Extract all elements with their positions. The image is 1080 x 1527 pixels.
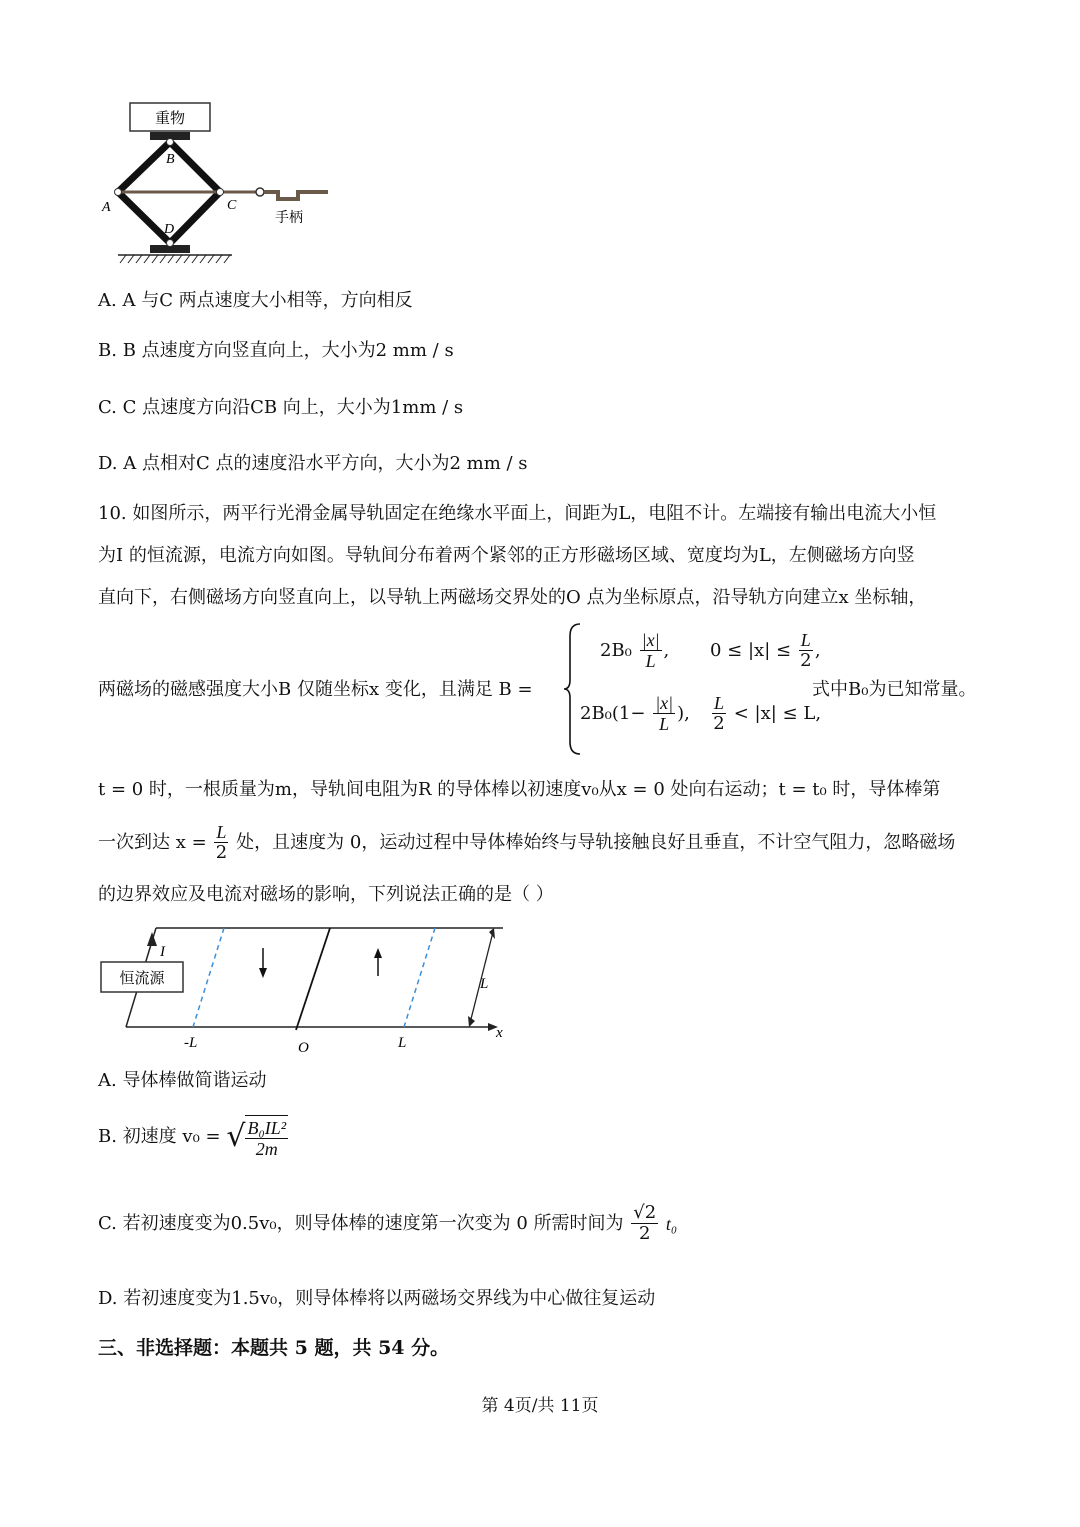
- option-suffix: t₀: [665, 1213, 678, 1234]
- option-letter: C.: [98, 397, 117, 418]
- conductor-rod: [296, 928, 330, 1030]
- point-a-label: A: [102, 200, 111, 215]
- fraction-denominator: L: [645, 651, 656, 671]
- case-2-close: ),: [677, 703, 690, 724]
- option-letter: D.: [98, 453, 118, 474]
- field-up-arrow: [374, 948, 382, 958]
- q10-line-1: 10. 如图所示，两平行光滑金属导轨固定在绝缘水平面上，间距为L，电阻不计。左端接有输出电流大小恒: [98, 503, 937, 524]
- case-1-coeff: 2B₀: [600, 640, 632, 661]
- option-text: A 点相对C 点的速度沿水平方向，大小为2 mm / s: [123, 453, 528, 474]
- option-letter: A.: [98, 290, 117, 311]
- option-letter: B.: [98, 340, 117, 361]
- option-prefix: 初速度 v₀ =: [122, 1126, 221, 1147]
- fraction-denominator: 2: [713, 713, 725, 734]
- q10-formula-prefix: 两磁场的磁感强度大小B 仅随坐标x 变化，且满足 B =: [98, 679, 533, 700]
- current-source-label: 恒流源: [119, 971, 165, 987]
- q9-option-b: [98, 338, 454, 364]
- boundary-pos-l: [404, 928, 435, 1027]
- line-6-suffix: 处，且速度为 0，运动过程中导体棒始终与导轨接触良好且垂直，不计空气阻力，忽略磁场: [236, 831, 956, 853]
- line-6-fraction: [214, 822, 228, 863]
- load-label: 重物: [154, 111, 186, 127]
- fraction-numerator: L: [714, 693, 725, 713]
- piecewise-brace: [562, 622, 584, 756]
- option-c-fraction: [631, 1203, 658, 1244]
- fraction-numerator: √2: [633, 1202, 657, 1223]
- line-6-prefix: 一次到达 x =: [98, 831, 207, 853]
- axis-label: x: [496, 1025, 503, 1041]
- case-2-cond-text: < |x| ≤ L,: [733, 703, 822, 724]
- case-1-condition: 0 ≤ |x| ≤ $\frac{L}{2}$ ,: [710, 630, 821, 671]
- current-label: I: [160, 944, 165, 960]
- q9-option-a: [98, 288, 413, 314]
- field-down-arrow: [259, 968, 267, 978]
- q10-line-2: 为I 的恒流源，电流方向如图。导轨间分布着两个紧邻的正方形磁场区域、宽度均为L，左侧磁场方向竖: [98, 545, 915, 566]
- case-2-condition: [710, 693, 821, 734]
- option-text: 若初速度变为1.5v₀，则导体棒将以两磁场交界线为中心做往复运动: [123, 1288, 656, 1309]
- tick-neg-l: -L: [184, 1035, 198, 1051]
- q9-option-c: [98, 395, 463, 421]
- option-text: C 点速度方向沿CB 向上，大小为1mm / s: [122, 397, 464, 418]
- tick-pos-l: L: [398, 1035, 407, 1051]
- fraction-denominator: 2m: [255, 1139, 278, 1159]
- fraction-denominator: 2: [215, 842, 228, 863]
- point-b-label: B: [166, 152, 175, 167]
- case-1-cond-fraction: [799, 630, 813, 671]
- option-letter: B.: [98, 1126, 117, 1147]
- point-d-label: D: [164, 222, 175, 237]
- q10-option-d: [98, 1286, 655, 1312]
- rail-figure: [98, 920, 518, 1060]
- q10-line-3: 直向下，右侧磁场方向竖直向上，以导轨上两磁场交界处的O 点为坐标原点，沿导轨方向建立x 坐标轴，: [98, 587, 927, 608]
- option-text: A 与C 两点速度大小相等，方向相反: [122, 290, 413, 311]
- q10-option-c: [98, 1203, 677, 1244]
- section-3-title: 三、非选择题：本题共 5 题，共 54 分。: [98, 1337, 450, 1359]
- fraction-numerator: L: [800, 630, 811, 650]
- q10-option-a: [98, 1068, 266, 1094]
- option-text: B 点速度方向竖直向上，大小为2 mm / s: [122, 340, 454, 361]
- option-text: 导体棒做简谐运动: [122, 1070, 267, 1091]
- option-letter: C.: [98, 1212, 117, 1234]
- option-b-fraction: [245, 1115, 288, 1159]
- fraction-denominator: L: [659, 714, 670, 734]
- option-letter: D.: [98, 1288, 118, 1309]
- handle-label: 手柄: [275, 211, 303, 226]
- q10-line-5: t = 0 时，一根质量为m，导轨间电阻为R 的导体棒以初速度v₀从x = 0 处向右运动；t = t₀ 时，导体棒第: [98, 779, 941, 800]
- fraction-numerator: |x|: [655, 693, 674, 713]
- q9-option-d: [98, 451, 528, 477]
- fraction-numerator: |x|: [641, 630, 660, 650]
- case-1-cond-text: 0 ≤ |x| ≤: [710, 640, 792, 661]
- fraction-numerator: B₀IL²: [247, 1118, 287, 1138]
- case-2-coeff: 2B₀(1−: [580, 703, 646, 724]
- q10-line-7: 的边界效应及电流对磁场的影响，下列说法正确的是（ ）: [98, 884, 554, 905]
- q10-option-b: B. 初速度 v₀ = √ $\frac{\text{B₀IL²}}{2m}$: [98, 1115, 290, 1159]
- tick-origin: O: [298, 1040, 309, 1056]
- point-c-label: C: [227, 198, 237, 213]
- jack-figure: [100, 95, 340, 265]
- case-1: 2B₀ $\frac{|x|}{L}$ ,: [600, 630, 670, 671]
- case-2-cond-fraction: [712, 693, 726, 734]
- fraction-denominator: 2: [800, 650, 812, 671]
- boundary-neg-l: [193, 928, 224, 1027]
- fraction-denominator: 2: [638, 1223, 651, 1244]
- case-2-fraction: [653, 693, 675, 734]
- case-1-fraction: [640, 630, 662, 671]
- q10-line-6: [98, 822, 955, 863]
- case-2: [580, 693, 690, 734]
- option-prefix: 若初速度变为0.5v₀，则导体棒的速度第一次变为 0 所需时间为: [122, 1212, 624, 1234]
- handle: [264, 192, 328, 199]
- page-footer: 第 4页/共 11页: [481, 1396, 599, 1416]
- q10-formula-suffix: 式中B₀为已知常量。: [812, 679, 977, 700]
- width-label: L: [480, 976, 489, 992]
- option-letter: A.: [98, 1070, 117, 1091]
- fraction-numerator: L: [216, 822, 227, 842]
